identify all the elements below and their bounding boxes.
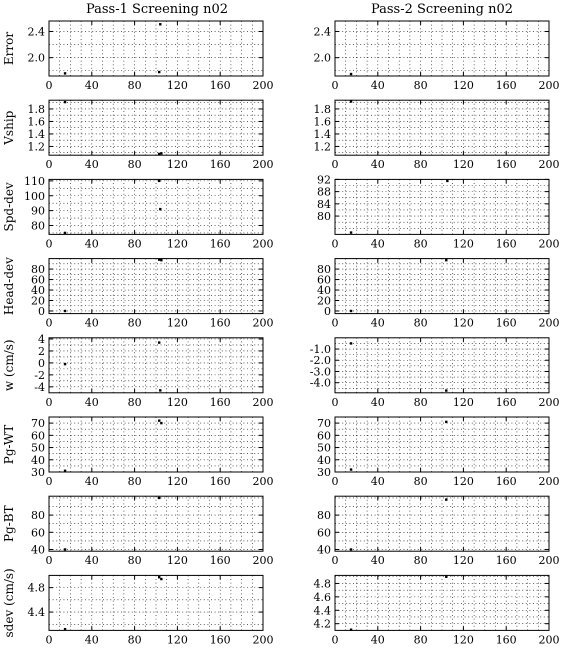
data-point: [446, 180, 448, 182]
data-point: [350, 310, 352, 312]
y-tick-label: -3.0: [309, 365, 331, 379]
x-tick-label: 0: [45, 316, 53, 330]
y-tick-label: 40: [317, 543, 331, 557]
panel-pass2-pg-bt: [317, 496, 560, 567]
panel-pass2-vship: [314, 100, 560, 171]
y-tick-label: 4.8: [27, 581, 45, 595]
x-tick-label: 120: [452, 237, 474, 251]
y-tick-label: 50: [31, 441, 45, 455]
y-tick-label: 0: [324, 304, 331, 318]
panel-pass2-error: [314, 21, 560, 92]
data-point: [350, 548, 352, 550]
data-point: [350, 468, 352, 470]
x-tick-label: 0: [45, 633, 53, 647]
panel-pass1-spd-dev: [2, 175, 274, 251]
panel-pass1-vship: [2, 100, 274, 171]
x-tick-label: 200: [252, 158, 274, 172]
axes-frame: [49, 338, 263, 393]
x-tick-label: 40: [84, 237, 99, 251]
axes-frame: [49, 496, 263, 551]
y-tick-label: 2.4: [27, 25, 45, 39]
x-tick-label: 200: [538, 79, 560, 92]
y-tick-label: 50: [317, 441, 331, 455]
axes-frame: [49, 259, 263, 314]
y-tick-label: 4.4: [313, 604, 331, 618]
x-tick-label: 80: [127, 158, 142, 172]
x-tick-label: 120: [166, 395, 188, 409]
x-tick-label: 160: [495, 633, 517, 647]
y-tick-label: 60: [317, 526, 331, 540]
data-point: [160, 259, 162, 261]
x-tick-label: 80: [127, 395, 142, 409]
x-tick-label: 200: [538, 316, 560, 330]
y-tick-label: 80: [31, 509, 45, 523]
x-tick-label: 40: [370, 237, 385, 251]
x-tick-label: 40: [370, 554, 385, 568]
data-point: [64, 363, 66, 365]
y-axis-label: Pg-BT: [2, 505, 16, 543]
x-tick-label: 40: [84, 79, 99, 92]
x-tick-label: 80: [127, 633, 142, 647]
data-point: [445, 576, 447, 578]
y-tick-label: 2: [38, 344, 45, 358]
y-tick-label: 40: [31, 543, 45, 557]
axes-frame: [335, 417, 549, 472]
y-tick-label: 2.0: [313, 51, 331, 65]
y-tick-label: 60: [31, 429, 45, 443]
x-tick-label: 200: [252, 79, 274, 92]
y-tick-label: 90: [31, 204, 45, 218]
y-tick-label: 80: [31, 219, 45, 233]
y-axis-label: Head-dev: [2, 257, 16, 316]
x-tick-label: 160: [209, 475, 231, 488]
y-tick-label: 88: [317, 185, 331, 199]
y-tick-label: 1.8: [313, 102, 331, 116]
x-tick-label: 0: [45, 475, 53, 488]
x-tick-label: 80: [413, 316, 428, 330]
x-tick-label: 0: [45, 554, 53, 568]
data-point: [445, 421, 447, 423]
data-point: [158, 419, 160, 421]
y-tick-label: 4.8: [313, 577, 331, 591]
y-tick-label: 4.4: [27, 606, 45, 620]
x-tick-label: 40: [84, 395, 99, 409]
data-point: [350, 342, 352, 344]
panel-pass1-sdev: [2, 568, 274, 646]
x-tick-label: 0: [331, 395, 339, 409]
y-tick-label: 84: [317, 197, 331, 211]
data-point: [158, 258, 160, 260]
data-point: [158, 576, 160, 578]
axes-frame: [49, 417, 263, 472]
data-point: [350, 73, 352, 75]
x-tick-label: 0: [331, 554, 339, 568]
data-point: [445, 498, 447, 500]
x-tick-label: 120: [452, 475, 474, 488]
x-tick-label: 80: [413, 633, 428, 647]
data-point: [158, 180, 160, 182]
x-tick-label: 80: [127, 475, 142, 488]
y-axis-label: Error: [2, 31, 16, 66]
data-point: [158, 341, 160, 343]
x-tick-label: 160: [495, 395, 517, 409]
data-point: [159, 208, 161, 210]
y-axis-label: w (cm/s): [2, 339, 16, 392]
x-tick-label: 40: [370, 633, 385, 647]
x-tick-label: 200: [252, 633, 274, 647]
y-axis-label: Pg-WT: [2, 424, 16, 465]
x-tick-label: 40: [370, 79, 385, 92]
y-tick-label: 60: [31, 526, 45, 540]
y-tick-label: 40: [31, 284, 45, 298]
x-tick-label: 160: [209, 395, 231, 409]
y-tick-label: 30: [31, 466, 45, 479]
x-tick-label: 200: [252, 554, 274, 568]
x-tick-label: 120: [166, 237, 188, 251]
x-tick-label: 80: [413, 79, 428, 92]
x-tick-label: 80: [127, 316, 142, 330]
panel-pass1-w: [2, 333, 274, 409]
x-tick-label: 200: [252, 237, 274, 251]
x-tick-label: 0: [331, 158, 339, 172]
y-tick-label: 80: [31, 263, 45, 277]
axes-frame: [49, 179, 263, 234]
x-tick-label: 160: [495, 475, 517, 488]
x-tick-label: 120: [452, 316, 474, 330]
x-tick-label: 120: [452, 395, 474, 409]
axes-frame: [335, 575, 549, 630]
axes-frame: [49, 575, 263, 630]
panel-pass2-w: [310, 338, 560, 409]
y-tick-label: 1.4: [27, 127, 45, 141]
y-tick-label: 1.8: [27, 102, 45, 116]
x-tick-label: 0: [331, 316, 339, 330]
y-tick-label: -2: [34, 368, 45, 382]
y-tick-label: 60: [31, 273, 45, 287]
data-point: [64, 72, 66, 74]
data-point: [64, 628, 66, 630]
x-tick-label: 0: [331, 633, 339, 647]
data-point: [64, 548, 66, 550]
x-tick-label: 120: [452, 633, 474, 647]
y-tick-label: 1.4: [313, 127, 331, 141]
x-tick-label: 120: [452, 158, 474, 172]
y-tick-label: -4.0: [309, 376, 331, 390]
x-tick-label: 40: [370, 395, 385, 409]
x-tick-label: 80: [127, 554, 142, 568]
axes-frame: [335, 100, 549, 155]
x-tick-label: 200: [538, 395, 560, 409]
data-point: [160, 422, 162, 424]
x-tick-label: 160: [495, 316, 517, 330]
data-point: [350, 629, 352, 631]
data-point: [158, 497, 160, 499]
x-tick-label: 0: [331, 475, 339, 488]
panel-pass2-spd-dev: [317, 173, 560, 250]
x-tick-label: 120: [166, 316, 188, 330]
data-point: [159, 23, 161, 25]
y-axis-label: Spd-dev: [2, 182, 16, 232]
axes-frame: [335, 496, 549, 551]
panel-pass1-pg-wt: [2, 417, 274, 488]
x-tick-label: 80: [127, 237, 142, 251]
data-point: [158, 71, 160, 73]
y-tick-label: 100: [24, 189, 45, 203]
y-tick-label: 4.2: [313, 617, 331, 631]
y-tick-label: -4: [34, 380, 45, 394]
data-point: [159, 389, 161, 391]
x-tick-label: 40: [84, 475, 99, 488]
data-point: [160, 152, 162, 154]
y-axis-label: Vship: [2, 110, 16, 145]
panel-pass1-pg-bt: [2, 496, 274, 567]
data-point: [64, 310, 66, 312]
x-tick-label: 0: [331, 79, 339, 92]
axes-frame: [335, 179, 549, 234]
x-tick-label: 120: [166, 79, 188, 92]
y-tick-label: 2.0: [27, 51, 45, 65]
data-point: [350, 231, 352, 233]
y-tick-label: 4.6: [313, 590, 331, 604]
column-title-pass2: Pass-2 Screening n02: [370, 2, 514, 17]
axes-frame: [335, 21, 549, 76]
x-tick-label: 120: [166, 158, 188, 172]
data-point: [64, 470, 66, 472]
x-tick-label: 120: [166, 554, 188, 568]
x-tick-label: 160: [495, 237, 517, 251]
x-tick-label: 120: [166, 633, 188, 647]
x-tick-label: 200: [538, 158, 560, 172]
x-tick-label: 160: [209, 554, 231, 568]
x-tick-label: 160: [209, 316, 231, 330]
x-tick-label: 80: [413, 475, 428, 488]
x-tick-label: 160: [209, 633, 231, 647]
x-tick-label: 0: [45, 395, 53, 409]
data-point: [64, 101, 66, 103]
x-tick-label: 0: [45, 237, 53, 251]
x-tick-label: 200: [252, 475, 274, 488]
x-tick-label: 40: [84, 158, 99, 172]
y-tick-label: 40: [31, 453, 45, 467]
x-tick-label: 160: [209, 79, 231, 92]
axes-frame: [335, 338, 549, 393]
x-tick-label: 160: [495, 158, 517, 172]
y-tick-label: -1.0: [309, 343, 331, 357]
x-tick-label: 120: [452, 554, 474, 568]
x-tick-label: 40: [84, 316, 99, 330]
y-tick-label: 70: [317, 417, 331, 431]
x-tick-label: 80: [413, 237, 428, 251]
axes-frame: [49, 21, 263, 76]
x-tick-label: 160: [495, 554, 517, 568]
x-tick-label: 200: [538, 475, 560, 488]
y-tick-label: -2.0: [309, 354, 331, 368]
y-tick-label: 92: [317, 173, 331, 187]
x-tick-label: 200: [538, 237, 560, 251]
y-tick-label: 60: [317, 429, 331, 443]
data-point: [350, 100, 352, 102]
data-point: [64, 232, 66, 234]
x-tick-label: 120: [452, 79, 474, 92]
x-tick-label: 80: [413, 158, 428, 172]
x-tick-label: 0: [45, 158, 53, 172]
panel-pass2-head-dev: [317, 259, 560, 330]
x-tick-label: 40: [84, 633, 99, 647]
y-tick-label: 30: [317, 466, 331, 479]
data-point: [158, 153, 160, 155]
data-point: [445, 259, 447, 261]
x-tick-label: 200: [252, 395, 274, 409]
data-point: [160, 578, 162, 580]
panel-pass1-error: [2, 21, 274, 92]
y-tick-label: 20: [317, 294, 331, 308]
data-point: [445, 389, 447, 391]
x-tick-label: 160: [209, 237, 231, 251]
panel-pass2-pg-wt: [317, 417, 560, 488]
x-tick-label: 40: [370, 158, 385, 172]
y-axis-label: sdev (cm/s): [2, 568, 16, 638]
x-tick-label: 160: [209, 158, 231, 172]
y-tick-label: 40: [317, 453, 331, 467]
y-tick-label: 1.6: [313, 115, 331, 129]
y-tick-label: 4: [38, 332, 45, 346]
x-tick-label: 40: [84, 554, 99, 568]
x-tick-label: 0: [331, 237, 339, 251]
y-tick-label: 80: [317, 210, 331, 224]
x-tick-label: 80: [413, 395, 428, 409]
x-tick-label: 40: [370, 475, 385, 488]
panel-pass1-head-dev: [2, 257, 274, 330]
x-tick-label: 200: [538, 633, 560, 647]
y-tick-label: 80: [317, 263, 331, 277]
axes-frame: [49, 100, 263, 155]
y-tick-label: 60: [317, 273, 331, 287]
x-tick-label: 200: [252, 316, 274, 330]
y-tick-label: 0: [38, 356, 45, 370]
x-tick-label: 80: [127, 79, 142, 92]
y-tick-label: 20: [31, 294, 45, 308]
y-tick-label: 0: [38, 304, 45, 318]
y-tick-label: 1.2: [27, 140, 45, 154]
y-tick-label: 110: [24, 174, 45, 188]
axes-frame: [335, 259, 549, 314]
x-tick-label: 120: [166, 475, 188, 488]
x-tick-label: 0: [45, 79, 53, 92]
y-tick-label: 2.4: [313, 25, 331, 39]
x-tick-label: 80: [413, 554, 428, 568]
panel-pass2-sdev: [314, 575, 560, 646]
y-tick-label: 1.6: [27, 115, 45, 129]
column-title-pass1: Pass-1 Screening n02: [85, 2, 229, 17]
y-tick-label: 80: [317, 509, 331, 523]
y-tick-label: 40: [317, 284, 331, 298]
x-tick-label: 200: [538, 554, 560, 568]
x-tick-label: 160: [495, 79, 517, 92]
x-tick-label: 40: [370, 316, 385, 330]
y-tick-label: 1.2: [313, 140, 331, 154]
y-tick-label: 70: [31, 417, 45, 431]
